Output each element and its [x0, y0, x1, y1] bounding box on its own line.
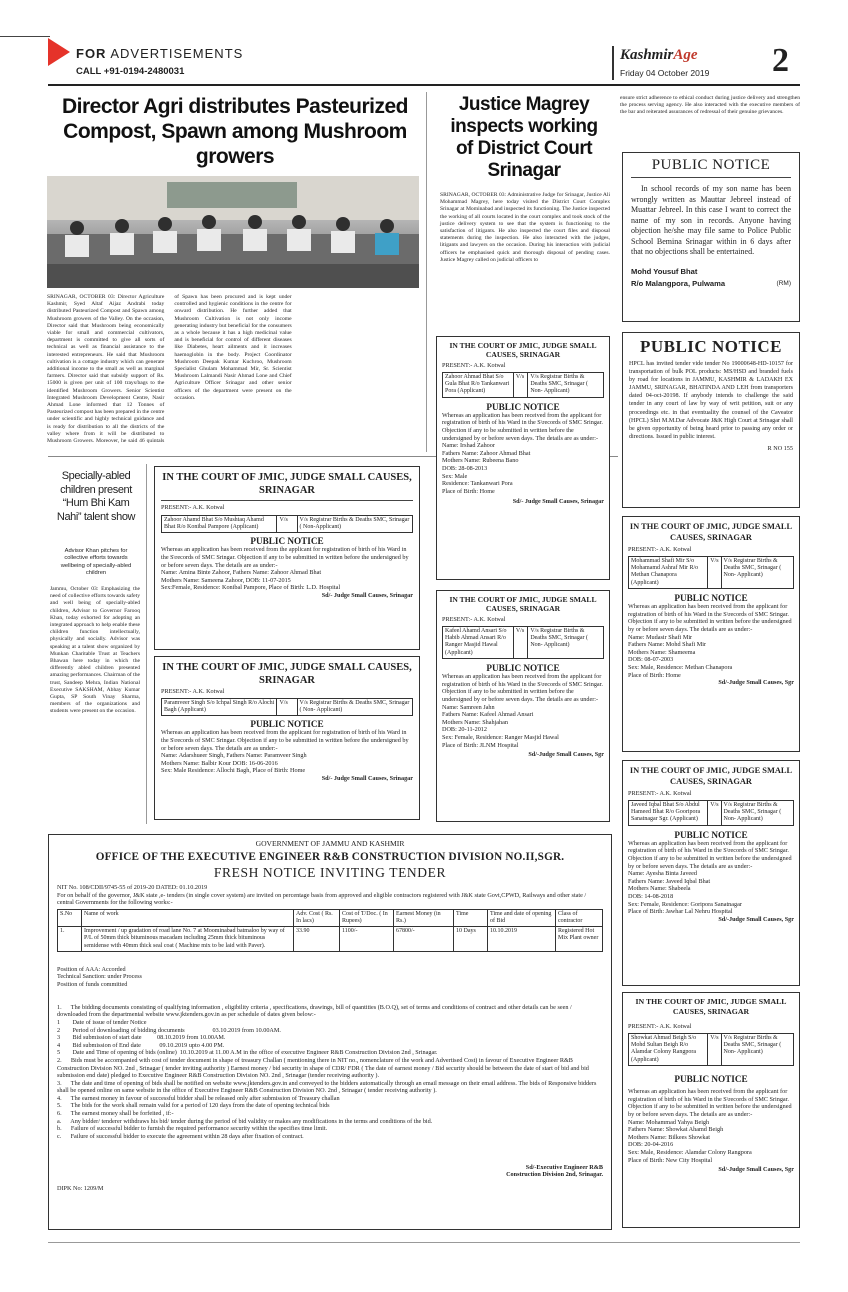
judge-signature: Sd/- Judge Small Causes, Srinagar	[321, 774, 413, 782]
notice-title: PUBLIC NOTICE	[639, 337, 783, 356]
court-heading: IN THE COURT OF JMIC, JUDGE SMALL CAUSES, SRINAGAR	[162, 472, 412, 496]
present-line: PRESENT:- A.K. Kotwal	[442, 616, 506, 623]
judge-signature: Sd/-Judge Small Causes, Sgr	[528, 751, 604, 759]
ee-signature-1: Sd/-Executive Engineer R&B	[525, 1163, 603, 1171]
magrey-headline: Justice Magrey inspects working of District Court Srinagar	[450, 94, 598, 181]
public-notice-title: PUBLIC NOTICE	[250, 719, 324, 730]
parties-table: Zahoor Ahmad Bhat S/o Gula Bhat R/o Tankanwari Pora (Applicant) V/s V/s Registrar Births & Deaths SMC, Srinagar ( Non- Applicant)	[442, 372, 604, 398]
public-notice-title: PUBLIC NOTICE	[250, 536, 324, 547]
court-notice-adarshueer	[154, 656, 420, 820]
brand-divider	[612, 46, 614, 80]
details-list: Name: Mudasir Shafi Mir Fathers Name: Mohd Shafi Mir Mothers Name: Shameema DOB: 08-07-2003 Sex: Male, Residence: Methan Chanapora Place of Birth: Home	[628, 633, 733, 679]
ads-banner	[76, 46, 243, 61]
court-notice-samreen	[436, 590, 610, 822]
parties-table: Showkat Ahmad Beigh S/o Mohd Sultan Beigh R/o Alamdar Colony Rangpora (Applicant) V/s V/s Registrar Births & Deaths SMC, Srinagar ( Non- Applicant)	[628, 1033, 794, 1067]
tender-notice	[48, 834, 612, 1230]
talent-body: Jammu, October 03: Emphasizing the need of collective efforts towards safety and well being of specially-abled children, Advisor to Governor Farooq Khan, today exhorted for adopting an integrated approach to help enable these children function intellectually, physically and socially. Advisor was speaking at a talent show organized by Munkan Charitable Trust at Teachers Bhawan here today in which the differently abled children presented amazing performances. Chairman of the trust, Sandeep Mehra, Indian National Executive SAKSHAM, Abhay Kumar Gupta, SP South Vinay Sharma, members of the organizations and students were present on the occasion.	[50, 586, 140, 715]
page-number: 2	[772, 42, 789, 79]
details-list: Name: Ayesha Binta Javeed Fathers Name: Javeed Iqbal Bhat Mothers Name: Shabeela DOB: 14-08-2018 Sex: Female, Residence: Goripora Sanatnagar Place of Birth: Jawhar Lal Nehru Hospital	[628, 870, 742, 916]
present-line: PRESENT:- A.K. Kotwal	[628, 1023, 692, 1030]
meeting-photo-icon	[47, 176, 419, 288]
dipk-number: DIPK No: 1209/M	[57, 1184, 104, 1192]
magrey-continued: ensure strict adherence to ethical conduct during justice delivery and strengthen the process serving agency. He also interacted with the executive members of the bar and reiterated assurances of redressal of their genuine grievances.	[620, 95, 800, 116]
notice-lead: Whereas an application has been received from the applicant for registration of birth of his Ward in the S\records of SMC Sringar. Objection if any to be submitted in written before the undersigned by or before seven days. The details are as under:-	[442, 411, 603, 442]
present-line: PRESENT:- A.K. Kotwal	[442, 362, 506, 369]
technical-sanction: Technical Sanction: under Process	[57, 973, 142, 981]
red-arrow-icon	[48, 38, 70, 66]
notice-name-correction	[622, 152, 800, 322]
public-notice-title: PUBLIC NOTICE	[674, 829, 748, 840]
top-rule	[0, 36, 50, 37]
court-notice-amina	[154, 466, 420, 650]
magrey-body: SRINAGAR, OCTOBER 03: Administrative Judge for Srinagar, Justice Ali Mohammad Magrey, here today visited the District Court Complex Srinagar at Mominabad and inspected its functioning. The Justice inspected the working of all courts located in the court complex and took stock of the justice delivery system to see that the system is functioning to the satisfaction of litigants. He also inspected the court files and disposal statements during the inspection. He also interacted with the judges, litigants and lawyers on the occasion. During his interaction with judicial officers he emphasised quick and thorough disposal of pending cases. Justice Magrey called on judicial officers to	[440, 192, 610, 263]
table-row: 1. Improvement / up gradation of road lane No. 7 at Moominabad batmaloo by way of P/L of 50mm thick bituminous macadam including 25mm thick bituminous semidense with 40mm thick seal coat ( Machine mix to be laid with Paver). 33.90 1100/- 67800/- 10 Days 10.10.2019 Registered Hot Mix Plant owner	[58, 927, 603, 952]
judge-signature: Sd/-Judge Small Causes, Sgr	[718, 915, 794, 923]
nit-number: NIT No. 108/CDII/9745-55 of 2019-20 DATED: 01.10.2019	[57, 884, 208, 891]
details-list: Name: Irshad Zahoor Fathers Name: Zahoor Ahmad Bhat Mothers Name: Rubeena Bano DOB: 28-08-2013 Sex: Male Residence: Tankanwari Pora Place of Birth: Home	[442, 442, 531, 495]
signatory-address: R/o Malangpora, Pulwama (RM)	[631, 278, 791, 288]
tender-title: FRESH NOTICE INVITING TENDER	[213, 865, 447, 880]
notice-lead: Whereas an application has been received from the applicant for registration of birth of his Ward in the S\records of SMC Sringar. Objection if any to be submitted in written before the undersigned by or before seven days. The details are as under:-	[628, 839, 792, 870]
present-line: PRESENT:- A.K. Kotwal	[628, 790, 692, 797]
call-number: CALL +91-0194-2480031	[76, 66, 185, 77]
judge-signature: Sd/- Judge Small Causes, Srinagar	[321, 591, 413, 599]
present-line: PRESENT:- A.K. Kotwal	[161, 688, 225, 695]
court-heading: IN THE COURT OF JMIC, JUDGE SMALL CAUSES, SRINAGAR	[449, 595, 597, 613]
public-notice-title: PUBLIC NOTICE	[486, 401, 560, 412]
agri-headline: Director Agri distributes Pasteurized Compost, Spawn among Mushroom growers	[62, 95, 408, 168]
notice-lead: Whereas an application has been received from the applicant for registration of birth of his Ward in the S\records of SMC Sringar. Objection if any to be submitted in written before the undersigned by or before seven days. The details are as under:-	[442, 673, 603, 703]
court-heading: IN THE COURT OF JMIC, JUDGE SMALL CAUSES, SRINAGAR	[629, 766, 793, 786]
bottom-rule	[48, 1242, 800, 1243]
court-heading: IN THE COURT OF JMIC, JUDGE SMALL CAUSES, SRINAGAR	[449, 341, 597, 359]
details-list: Name: Adarshueer Singh, Fathers Name: Paramveer Singh Mothers Name: Balbir Kour DOB: 16-06-2016 Sex: Male Residence: Allochi Bagh, Place of Birth: Home	[161, 752, 307, 775]
column-rule-1	[426, 92, 427, 452]
details-list: Name: Amina Binte Zahoor, Fathers Name: Zahoor Ahmad Bhat Mothers Name: Sameena Zahoor, DOB: 11-07-2015 Sex:Female, Residence: Konibal Pampore, Place of Birth: L.D. Hospital	[161, 569, 341, 592]
public-notice-title: PUBLIC NOTICE	[674, 1074, 748, 1085]
agri-body: SRINAGAR, OCTOBER 03: Director Agriculture Kashmir, Syed Altaf Aijaz Andrabi today distributed Pasteurized Compost and Spawn among Mushroom growers of the Valley. On the occasion, Director said that Mushroom being economically viable for small and commercial cultivators, department is committed to give all sorts of technical as well as financial assistance to the interested entrepreneurs. He said that Mushroom cultivation is a cottage industry which can generate additional income to the small as well as marginal farmers. Director said that subsidy support of Rs. 15000 is given per unit of 100 trays/bags to the identified Mushroom Growers. Senior Scientist Integrated Mushroom Development Centre, Nasir Ahmad Lone informed that 12 Tonnes of Pasteurized compost has been prepared in the centre under scientific and highly technical guidance and is ready for distribution to all the districts of the valley where from it will be distributed to Mushroom Growers. Moreover, he said 46 quintals of Spawn has been procured and is kept under controlled and hygienic conditions in the centre for onward distribution. He further added that Mushroom Cultivation is not only income generating industry but beneficial for the consumers as a whole because it has a high medicinal value and is beneficial for control of different diseases like Diabetes, heart ailments and it increases haemoglobin in the body. Project Coordinator Mushroom Deepak Kumar Kuchroo, Mushroom Specialist Ghulam Mohammad Mir, Sr. Scientist Mushroom Lalmandi Nasir Ahmad Lone and Chief Agriculture Officer Srinagar and other senior officers of the department were present on the occasion.	[47, 294, 292, 445]
court-heading: IN THE COURT OF JMIC, JUDGE SMALL CAUSES, SRINAGAR	[629, 522, 793, 542]
notice-body: HPCL has invited tender vide tender No 19000648-HD-10157 for transportation of bulk POL products: MS/HSD and branded fuels by road for locations in JAMMU, KASHMIR & LADAKH EX JAMMU, SRINAGAR, BHATINDA AND LEH from transporters dated 04-oct-20198. If anybody intends to challenge the said tender in any court of law by way of writ petition, suit or any proceedings etc. in that eventuality the counsel of the Caveator (HPCL) Shri M.M.Dar Advocate J&K High Court at Srinagar shall be given opportunity of being heard prior to passing any order or directions. Issued in public interest.	[629, 361, 793, 440]
issue-date: Friday 04 October 2019	[620, 68, 710, 78]
present-line: PRESENT:- A.K. Kotwal	[161, 504, 225, 511]
parties-table: Paramveer Singh S/o Ichpal Singh R/o Alochi Bagh (Applicant) V/s V/s Registrar Births & Deaths SMC, Srinagar ( Non- Applicant)	[161, 698, 413, 717]
parties-table: Kafeel Ahamd Ansari S/o Habib Ahmad Ansari R/o Ranger Masjid Hawal (Applicant) V/s V/s Registrar Births & Deaths SMC, Srinagar ( Non- Applicant)	[442, 626, 604, 660]
tender-conditions: 1. The bidding documents consisting of qualifying information , eligibility criteria , specifications, drawings, bill of quantities (B.O.Q), set of terms and conditions of contract and other details can be seen / downloaded from the departmental website www.jktenders.gov.in as per schedule of dates given below:- 1 Date of issue of tender Notice 2 Period of downloading of bidding documents 03.10.2019 from 10.00AM. 3 Bid submission of start date 08.10.2019 from 10.00AM. 4 Bid submission of End date 09.10.2019 upto 4.00 PM. 5 Date and Time of opening of bids (online) 10.10.2019 at 11.00 A.M in the office of executive Engineer R&B Construction Division 2nd , Srinagar. 2. Bids must be accompanied with cost of tender document in shape of treasury Challan ( mentioning there in NIT no., nomenclature of the work and Advertised Cost) in favour of Executive Engineer R&B Construction Division NO. 2nd , Srinagar ( tender inviting authority ) Earnest money / bid security in shape of CDR/ FDR ( The date of earnest money / Bid security should be between the date of start of bid and bid submission end date) pledged to Executive Engineer R&B Construction Division NO. 2nd , Srinagar (tender receiving authority ). 3. The date and time of opening of bids shall be notified on website www.jktenders.gov.in and conveyed to the bidders automatically through an email message on their email address. The bids of Responsive bidders shall be opened online on same website in the office of Executive Engineer R&B Construction Division NO. 2nd , Srinagar ( tender receiving authority ). 4. The earnest money in favour of successful bidder shall be released only after submission of Treasury challan 5. The bids for the work shall remain valid for a period of 120 days from the date of opening technical bids 6. The earnest money shall be forfeited , if:- a. Any bidder/ tenderer withdraws his bid/ tender during the period of bid validity or makes any modifications in the terms and conditions of the bid. b. Failure of successful bidder to furnish the required performance security within the specifies time limit. c. Failure of successful bidder to execute the agreement within 28 days after fixation of contract.	[57, 1003, 598, 1140]
court-notice-ayesha	[622, 760, 800, 986]
court-notice-irshad	[436, 336, 610, 580]
ads-label: ADVERTISEMENTS	[110, 46, 244, 61]
details-list: Name: Mohammad Yahya Beigh Fathers Name: Showkat Ahamd Beigh Mothers Name: Bilkees Showkat DOB: 20-04-2016 Sex: Male, Residence: Alamdar Colony Rangpora Place of Birth: New City Hospital	[628, 1118, 752, 1164]
column-rule-2	[146, 464, 147, 824]
masthead-rule	[48, 84, 800, 86]
office-title: OFFICE OF THE EXECUTIVE ENGINEER R&B CONSTRUCTION DIVISION NO.II,SGR.	[95, 851, 565, 863]
present-line: PRESENT:- A.K. Kotwal	[628, 546, 692, 553]
aaa-position: Position of AAA: Accorded	[57, 965, 126, 973]
notice-body: In school records of my son name has been wrongly written as Mauttar Jebreel instead of Muattar Jebreel. In this case I want to correct the name of my son in records. Anyone having objection he/she may file same to Police Public School Bemina Srinagar within in 6 days after that no objections shall be entertained.	[631, 184, 791, 256]
brand-logo: KashmirAge	[620, 47, 698, 63]
agri-photo	[47, 176, 419, 288]
signatory-name: Mohd Yousuf Bhat	[631, 266, 698, 276]
court-heading: IN THE COURT OF JMIC, JUDGE SMALL CAUSES, SRINAGAR	[635, 997, 787, 1016]
public-notice-title: PUBLIC NOTICE	[674, 593, 748, 604]
public-notice-title: PUBLIC NOTICE	[486, 663, 560, 674]
parties-table: Mohammad Shafi Mir S/o Mohamamd Ashraf Mir R/o Methan Chanapora (Applicant) V/s V/s Registrar Births & Deaths SMC, Srinagar ( Non- Applicant)	[628, 556, 794, 590]
funds-position: Position of funds committed	[57, 980, 128, 988]
details-list: Name: Samreen Jahn Fathers Name: Kafeel Ahmad Ansari Mothers Name: Shahjahan DOB: 20-11-2012 Sex: Female, Residence: Ranger Masjid Hawal Place of Birth: JLNM Hospital	[442, 703, 559, 749]
gov-title: GOVERNMENT OF JAMMU AND KASHMIR	[255, 839, 405, 848]
table-header-row: S.No Name of work Adv. Cost ( Rs. In lacs) Cost of T/Doc. ( In Rupees) Earnest Money (in Rs.) Time Time and date of opening of Bid Class of contractor	[58, 909, 603, 926]
notice-lead: Whereas an application has been received from the applicant for registration of birth of his Ward in the S\records of SMC Sringar. Objection if any to be submitted in written before the undersigned by or before seven days. The details are as under:-	[628, 603, 792, 633]
parties-table: Zahoor Ahamd Bhat S/o Mushtaq Ahamd Bhat R/o Konibal Pampore (Applicant) V/s V/s Registrar Births & Deaths SMC, Srinagar ( Non-Applicant)	[161, 515, 413, 534]
tender-intro: For on behalf of the governor, J&K state ,e- tenders (in single cover system) are invited on percentage basis from approved and eligible contractors registered with J&K state Govt,CPWD, Railways and other state / central Governments for the following works:-	[57, 891, 587, 907]
ee-signature-2: Construction Division 2nd, Srinagar.	[506, 1171, 603, 1179]
court-notice-mudasir	[622, 516, 800, 752]
parties-table: Javeed Iqbal Bhat S/o Abdul Hameed Bhat R/o Gooripora Sanatnagar Sgr. (Applicant) V/s V/s Registrar Births & Deaths SMC, Srinagar ( Non- Applicant)	[628, 800, 794, 826]
court-heading: IN THE COURT OF JMIC, JUDGE SMALL CAUSES, SRINAGAR	[162, 662, 412, 686]
talent-headline: Specially-abled children present “Hum Bhi Kam Nahi” talent show	[56, 470, 136, 523]
notice-title: PUBLIC NOTICE	[651, 157, 771, 173]
talent-subhead: Advisor Khan pitches for collective efforts towards wellbeing of specially-abled children	[60, 548, 132, 577]
tender-table	[57, 909, 603, 952]
judge-signature: Sd/- Judge Small Causes, Srinagar	[512, 498, 604, 506]
notice-lead: Whereas an application has been received from the applicant for registration of birth of his Ward in the S\records of SMC Sringar. Objection if any to be submitted in written before the undersigned by or before seven days. The details are as under:-	[628, 1088, 792, 1118]
for-label: FOR	[76, 46, 107, 61]
rno-tag: R NO 155	[767, 444, 793, 452]
notice-hpcl	[622, 332, 800, 508]
notice-lead: Whereas an application has been received from the applicant for registration of birth of his Ward in the S\records of SMC Sringar. Objection if any to be submitted in written before the undersigned by or before seven days. The details are as under:-	[161, 546, 409, 569]
notice-lead: Whereas an application has been received from the applicant for registration of birth of his Ward in the S\records of SMC Sringar. Objection if any to be submitted in written before the undersigned by or before seven days. The details are as under:-	[161, 729, 409, 752]
court-notice-yahya	[622, 992, 800, 1228]
judge-signature: Sd/-Judge Small Causes, Sgr	[718, 679, 794, 687]
judge-signature: Sd/-Judge Small Causes, Sgr	[718, 1166, 794, 1174]
